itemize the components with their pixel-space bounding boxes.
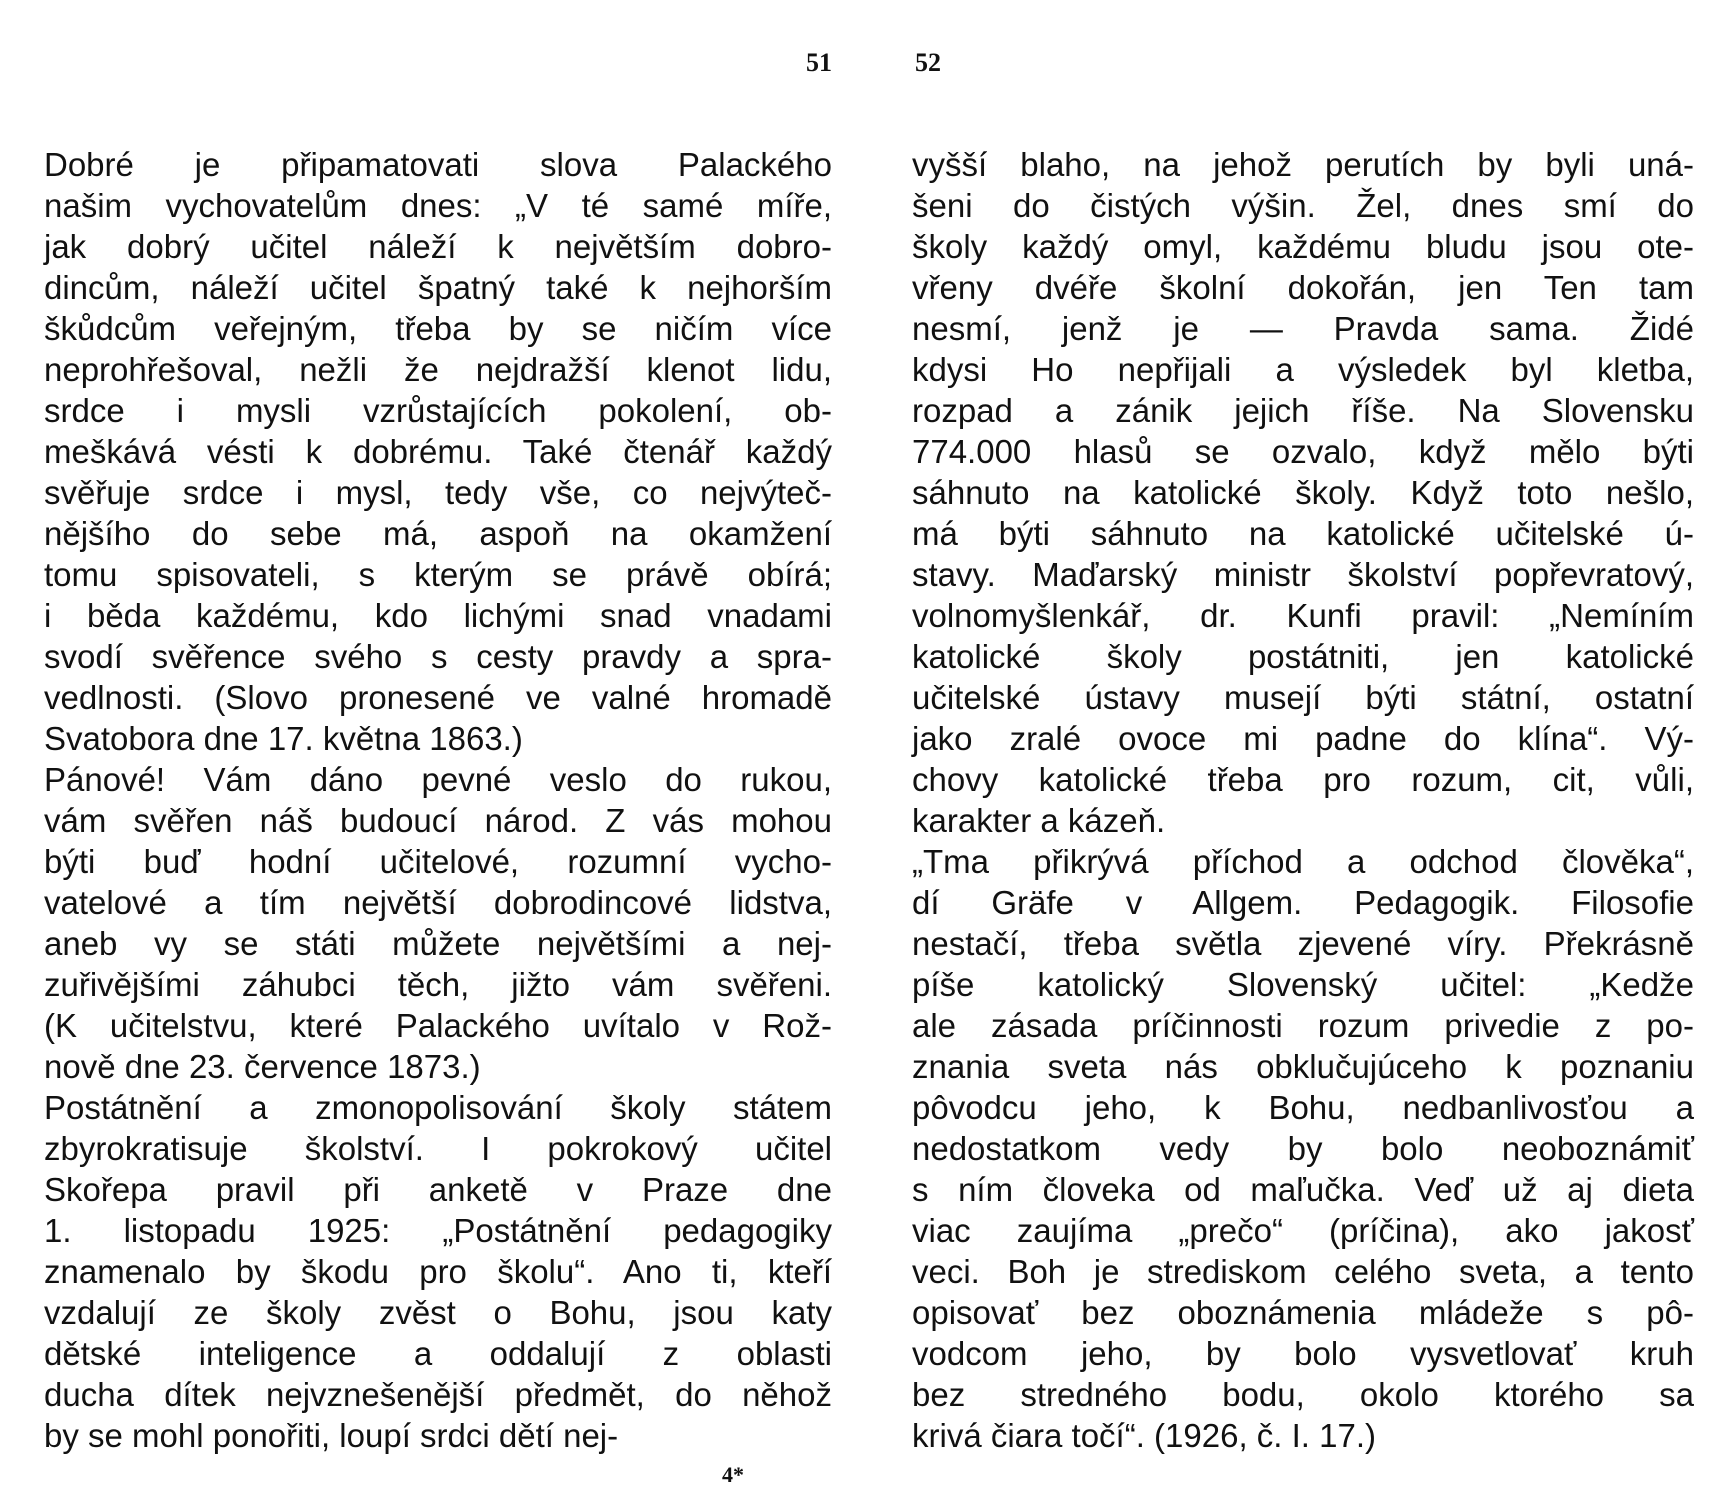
text-line: jako zralé ovoce mi padne do klína“. Vý- <box>912 720 1694 757</box>
text-line: učitelské ústavy musejí býti státní, ostatní <box>912 679 1694 716</box>
text-line: vedlnosti. (Slovo pronesené ve valné hromadě <box>44 679 832 716</box>
text-line: vám svěřen náš budoucí národ. Z vás mohou <box>44 802 832 839</box>
text-line: zbyrokratisuje školství. I pokrokový učitel <box>44 1130 832 1167</box>
text-line: karakter a kázeň. <box>912 802 1166 839</box>
text-line: 774.000 hlasů se ozvalo, když mělo býti <box>912 433 1694 470</box>
text-line: tomu spisovateli, s kterým se právě obírá; <box>44 556 832 593</box>
text-line: srdce i mysli vzrůstajících pokolení, ob- <box>44 392 832 429</box>
text-line: zuřivějšími záhubci těch, jižto vám svěřeni. <box>44 966 832 1003</box>
text-line: nedostatkom vedy by bolo neoboznámiť <box>912 1130 1694 1167</box>
text-line: neprohřešoval, nežli že nejdražší klenot lidu, <box>44 351 832 388</box>
signature-mark: 4* <box>722 1462 744 1487</box>
text-line: dí Gräfe v Allgem. Pedagogik. Filosofie <box>912 884 1694 921</box>
text-line: našim vychovatelům dnes: „V té samé míře, <box>44 187 832 224</box>
text-line: meškává vésti k dobrému. Také čtenář každý <box>44 433 832 470</box>
text-line: rozpad a zánik jejich říše. Na Slovensku <box>912 392 1694 429</box>
text-line: vyšší blaho, na jehož perutích by byli uná- <box>912 146 1694 183</box>
text-line: svěřuje srdce i mysl, tedy vše, co nejvýteč- <box>44 474 832 511</box>
text-line: nějšího do sebe má, aspoň na okamžení <box>44 515 832 552</box>
text-line: pôvodcu jeho, k Bohu, nedbanlivosťou a <box>912 1089 1694 1126</box>
text-line: vatelové a tím největší dobrodincové lidstva, <box>44 884 832 921</box>
text-line: svodí svěřence svého s cesty pravdy a spra- <box>44 638 832 675</box>
text-line: vodcom jeho, by bolo vysvetlovať kruh <box>912 1335 1694 1372</box>
page-number-left: 51 <box>806 48 832 77</box>
text-line: Dobré je připamatovati slova Palackého <box>44 146 832 183</box>
text-line: Skořepa pravil při anketě v Praze dne <box>44 1171 832 1208</box>
text-line: nově dne 23. července 1873.) <box>44 1048 481 1085</box>
text-line: stavy. Maďarský ministr školství popřevratový, <box>912 556 1694 593</box>
page-number-right: 52 <box>915 48 941 77</box>
text-line: znania sveta nás obklučujúceho k poznaniu <box>912 1048 1694 1085</box>
text-line: krivá čiara točí“. (1926, č. I. 17.) <box>912 1417 1376 1454</box>
text-line: by se mohl ponořiti, loupí srdci dětí nej- <box>44 1417 619 1454</box>
left-page-text <box>44 144 832 1456</box>
text-line: viac zaujíma „prečo“ (príčina), ako jakosť <box>912 1212 1694 1249</box>
text-line: dětské inteligence a oddalují z oblasti <box>44 1335 832 1372</box>
text-line: „Tma přikrývá příchod a odchod člověka“, <box>912 843 1694 880</box>
text-line: aneb vy se státi můžete největšími a nej- <box>44 925 832 962</box>
text-line: sáhnuto na katolické školy. Když toto nešlo, <box>912 474 1694 511</box>
text-line: dincům, náleží učitel špatný také k nejhorším <box>44 269 832 306</box>
text-line: vřeny dvéře školní dokořán, jen Ten tam <box>912 269 1694 306</box>
text-line: škůdcům veřejným, třeba by se ničím více <box>44 310 832 347</box>
text-line: opisovať bez oboznámenia mládeže s pô- <box>912 1294 1694 1331</box>
text-line: nesmí, jenž je — Pravda sama. Židé <box>912 310 1694 347</box>
text-line: ale zásada príčinnosti rozum privedie z po- <box>912 1007 1694 1044</box>
text-line: veci. Boh je strediskom celého sveta, a tento <box>912 1253 1694 1290</box>
text-line: (K učitelstvu, které Palackého uvítalo v Rož- <box>44 1007 832 1044</box>
text-line: chovy katolické třeba pro rozum, cit, vůli, <box>912 761 1694 798</box>
text-line: volnomyšlenkář, dr. Kunfi pravil: „Nemíním <box>912 597 1694 634</box>
text-line: katolické školy postátniti, jen katolické <box>912 638 1694 675</box>
text-line: vzdalují ze školy zvěst o Bohu, jsou katy <box>44 1294 832 1331</box>
text-line: má býti sáhnuto na katolické učitelské ú- <box>912 515 1694 552</box>
text-line: Pánové! Vám dáno pevné veslo do rukou, <box>44 761 832 798</box>
text-line: znamenalo by škodu pro školu“. Ano ti, kteří <box>44 1253 832 1290</box>
text-line: s ním človeka od maľučka. Veď už aj dieta <box>912 1171 1694 1208</box>
text-line: píše katolický Slovenský učitel: „Kedže <box>912 966 1694 1003</box>
text-line: jak dobrý učitel náleží k největším dobro- <box>44 228 832 265</box>
text-line: nestačí, třeba světla zjevené víry. Překrásně <box>912 925 1694 962</box>
text-line: Postátnění a zmonopolisování školy státem <box>44 1089 832 1126</box>
text-line: ducha dítek nejvznešenější předmět, do něhož <box>44 1376 832 1413</box>
text-line: bez stredného bodu, okolo ktorého sa <box>912 1376 1694 1413</box>
text-line: kdysi Ho nepřijali a výsledek byl kletba, <box>912 351 1694 388</box>
text-line: i běda každému, kdo lichými snad vnadami <box>44 597 832 634</box>
text-line: Svatobora dne 17. května 1863.) <box>44 720 523 757</box>
text-line: 1. listopadu 1925: „Postátnění pedagogiky <box>44 1212 832 1249</box>
text-line: býti buď hodní učitelové, rozumní vycho- <box>44 843 832 880</box>
right-page-text <box>912 144 1694 1456</box>
text-line: šeni do čistých výšin. Žel, dnes smí do <box>912 187 1694 224</box>
text-line: školy každý omyl, každému bludu jsou ote- <box>912 228 1694 265</box>
